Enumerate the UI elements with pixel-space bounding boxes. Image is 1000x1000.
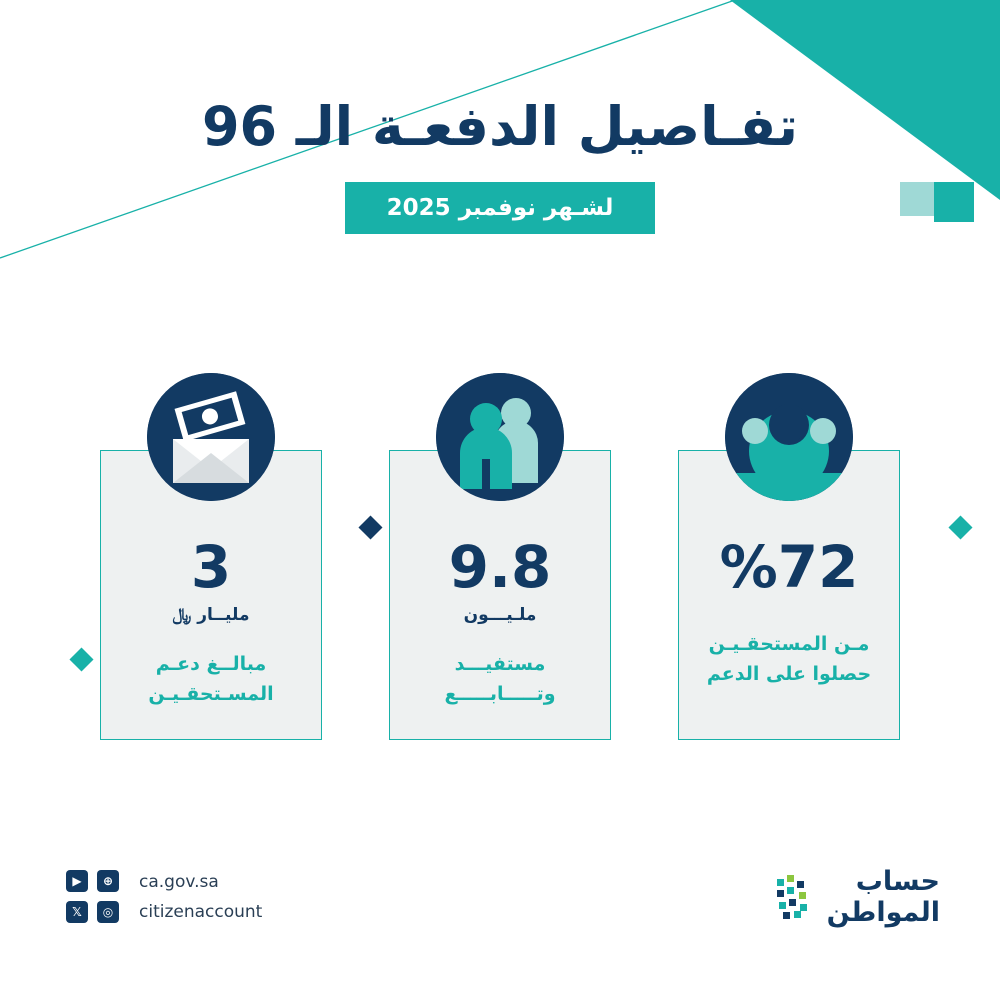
stat-value: 3 <box>190 533 232 601</box>
users-group-icon <box>725 373 853 501</box>
brand-logo-mark <box>775 875 817 919</box>
brand-logo <box>775 866 940 928</box>
stat-desc-line2: حصلوا على الدعم <box>706 663 872 686</box>
stat-card-beneficiaries-count <box>389 450 611 740</box>
brand-logo-text <box>827 866 940 928</box>
page-title: تفـاصيل الدفعـة الـ 96 <box>201 95 799 158</box>
stat-desc-line2: المسـتحقـيـن <box>148 683 274 706</box>
diamond-decor <box>948 515 972 539</box>
brand-line2: المواطن <box>826 897 940 929</box>
stat-cards <box>100 450 900 750</box>
website-icon[interactable]: ⊕ <box>97 870 119 892</box>
social-block <box>66 870 262 923</box>
footer <box>0 866 1000 950</box>
stat-card-support-amount <box>100 450 322 740</box>
header <box>0 95 1000 234</box>
money-envelope-icon <box>147 373 275 501</box>
diamond-decor-navy <box>358 515 382 539</box>
youtube-icon[interactable]: ▶ <box>66 870 88 892</box>
website-url[interactable]: ca.gov.sa <box>139 871 219 892</box>
brand-line1: حساب <box>855 866 940 897</box>
stat-desc-line1: مـن المستحقـيـن <box>708 633 870 655</box>
social-icons <box>66 870 119 923</box>
stat-value: %72 <box>719 533 859 601</box>
stat-description <box>444 649 555 710</box>
social-handle[interactable]: citizenaccount <box>139 901 263 922</box>
stat-card-beneficiaries-percent <box>678 450 900 740</box>
social-handles <box>139 872 262 922</box>
x-twitter-icon[interactable]: 𝕏 <box>66 901 88 923</box>
stat-description <box>148 649 273 710</box>
stat-desc-line1: مستفيـــد <box>454 653 546 675</box>
stat-description <box>707 629 871 690</box>
stat-value: 9.8 <box>448 533 552 601</box>
stat-desc-line2: وتـــــابـــــع <box>444 683 556 706</box>
two-people-icon <box>436 373 564 501</box>
stat-unit: ملـيـــون <box>463 605 537 625</box>
instagram-icon[interactable]: ◎ <box>97 901 119 923</box>
diamond-decor <box>69 647 93 671</box>
stat-desc-line1: مبالــغ دعـم <box>155 653 267 675</box>
subtitle-badge: لشـهر نوفمبر 2025 <box>345 182 656 234</box>
stat-unit: مليــار ﷼ <box>172 605 250 625</box>
